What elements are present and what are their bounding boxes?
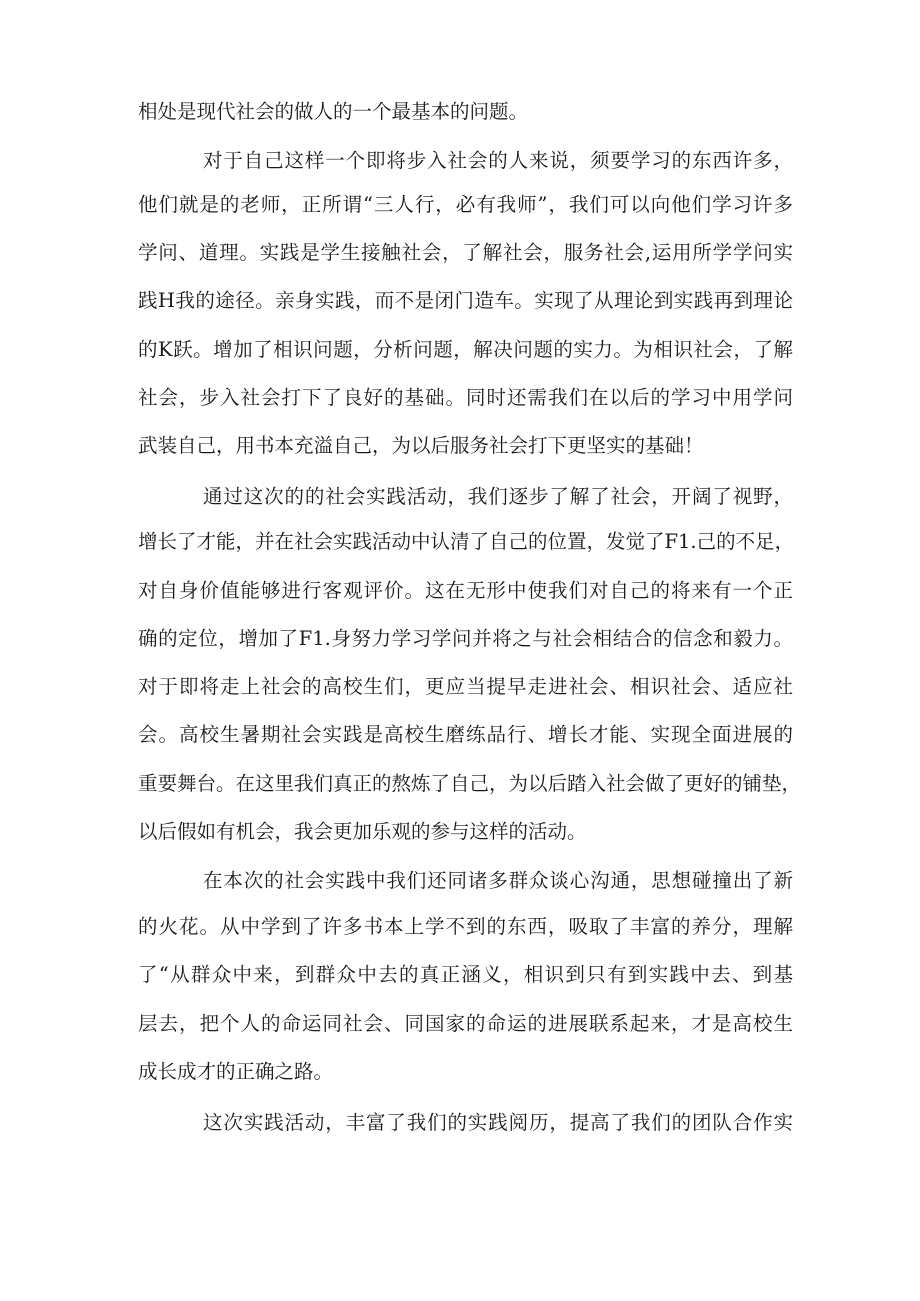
text-line: 会。高校生暑期社会实践是高校生磨练品行、增长才能、实现全面进展的 [138,723,793,746]
paragraph-first-line: 在本次的社会实践中我们还同诸多群众谈心沟通，思想碰撞出了新 [203,869,793,892]
text-line: 相处是现代社会的做人的一个最基本的问题。 [138,100,529,123]
text-line: 的火花。从中学到了许多书本上学不到的东西，吸取了丰富的养分，理解 [138,915,793,938]
text-line: 确的定位，增加了F1.身努力学习学问并将之与社会相结合的信念和毅力。 [138,627,793,650]
text-line: 武装自己，用书本充溢自己，为以后服务社会打下更坚实的基础！ [138,434,704,457]
paragraph-first-line: 通过这次的的社会实践活动，我们逐步了解了社会，开阔了视野， [203,485,793,508]
text-line: 以后假如有机会，我会更加乐观的参与这样的活动。 [138,820,587,843]
text-line: 的K跃。增加了相识问题，分析问题，解决问题的实力。为相识社会，了解 [138,338,793,361]
text-line: 对于即将走上社会的高校生们，更应当提早走进社会、相识社会、适应社 [138,675,793,698]
text-line: 层去，把个人的命运同社会、同国家的命运的进展联系起来，才是高校生 [138,1012,793,1035]
text-line: 社会，步入社会打下了良好的基础。同时还需我们在以后的学习中用学问 [138,386,793,409]
text-line: 成长成才的正确之路。 [138,1060,334,1083]
text-line: 学问、道理。实践是学生接触社会，了解社会，服务社会,运用所学学问实 [138,241,793,264]
text-line: 对自身价值能够进行客观评价。这在无形中使我们对自己的将来有一个正 [138,579,793,602]
text-line: 践H我的途径。亲身实践，而不是闭门造车。实现了从理论到实践再到理论 [138,289,793,312]
paragraph-first-line: 这次实践活动，丰富了我们的实践阅历，提高了我们的团队合作实 [203,1111,793,1134]
paragraph-first-line: 对于自己这样一个即将步入社会的人来说，须要学习的东西许多， [203,149,793,172]
text-line: 他们就是的老师，正所谓“三人行，必有我师”，我们可以向他们学习许多 [138,193,793,216]
text-line: 重要舞台。在这里我们真正的熬炼了自己，为以后踏入社会做了更好的铺垫， [138,772,802,795]
text-line: 增长了才能，并在社会实践活动中认清了自己的位置，发觉了F1.己的不足， [138,530,795,553]
text-line: 了“从群众中来，到群众中去的真正涵义，相识到只有到实践中去、到基 [138,963,793,986]
